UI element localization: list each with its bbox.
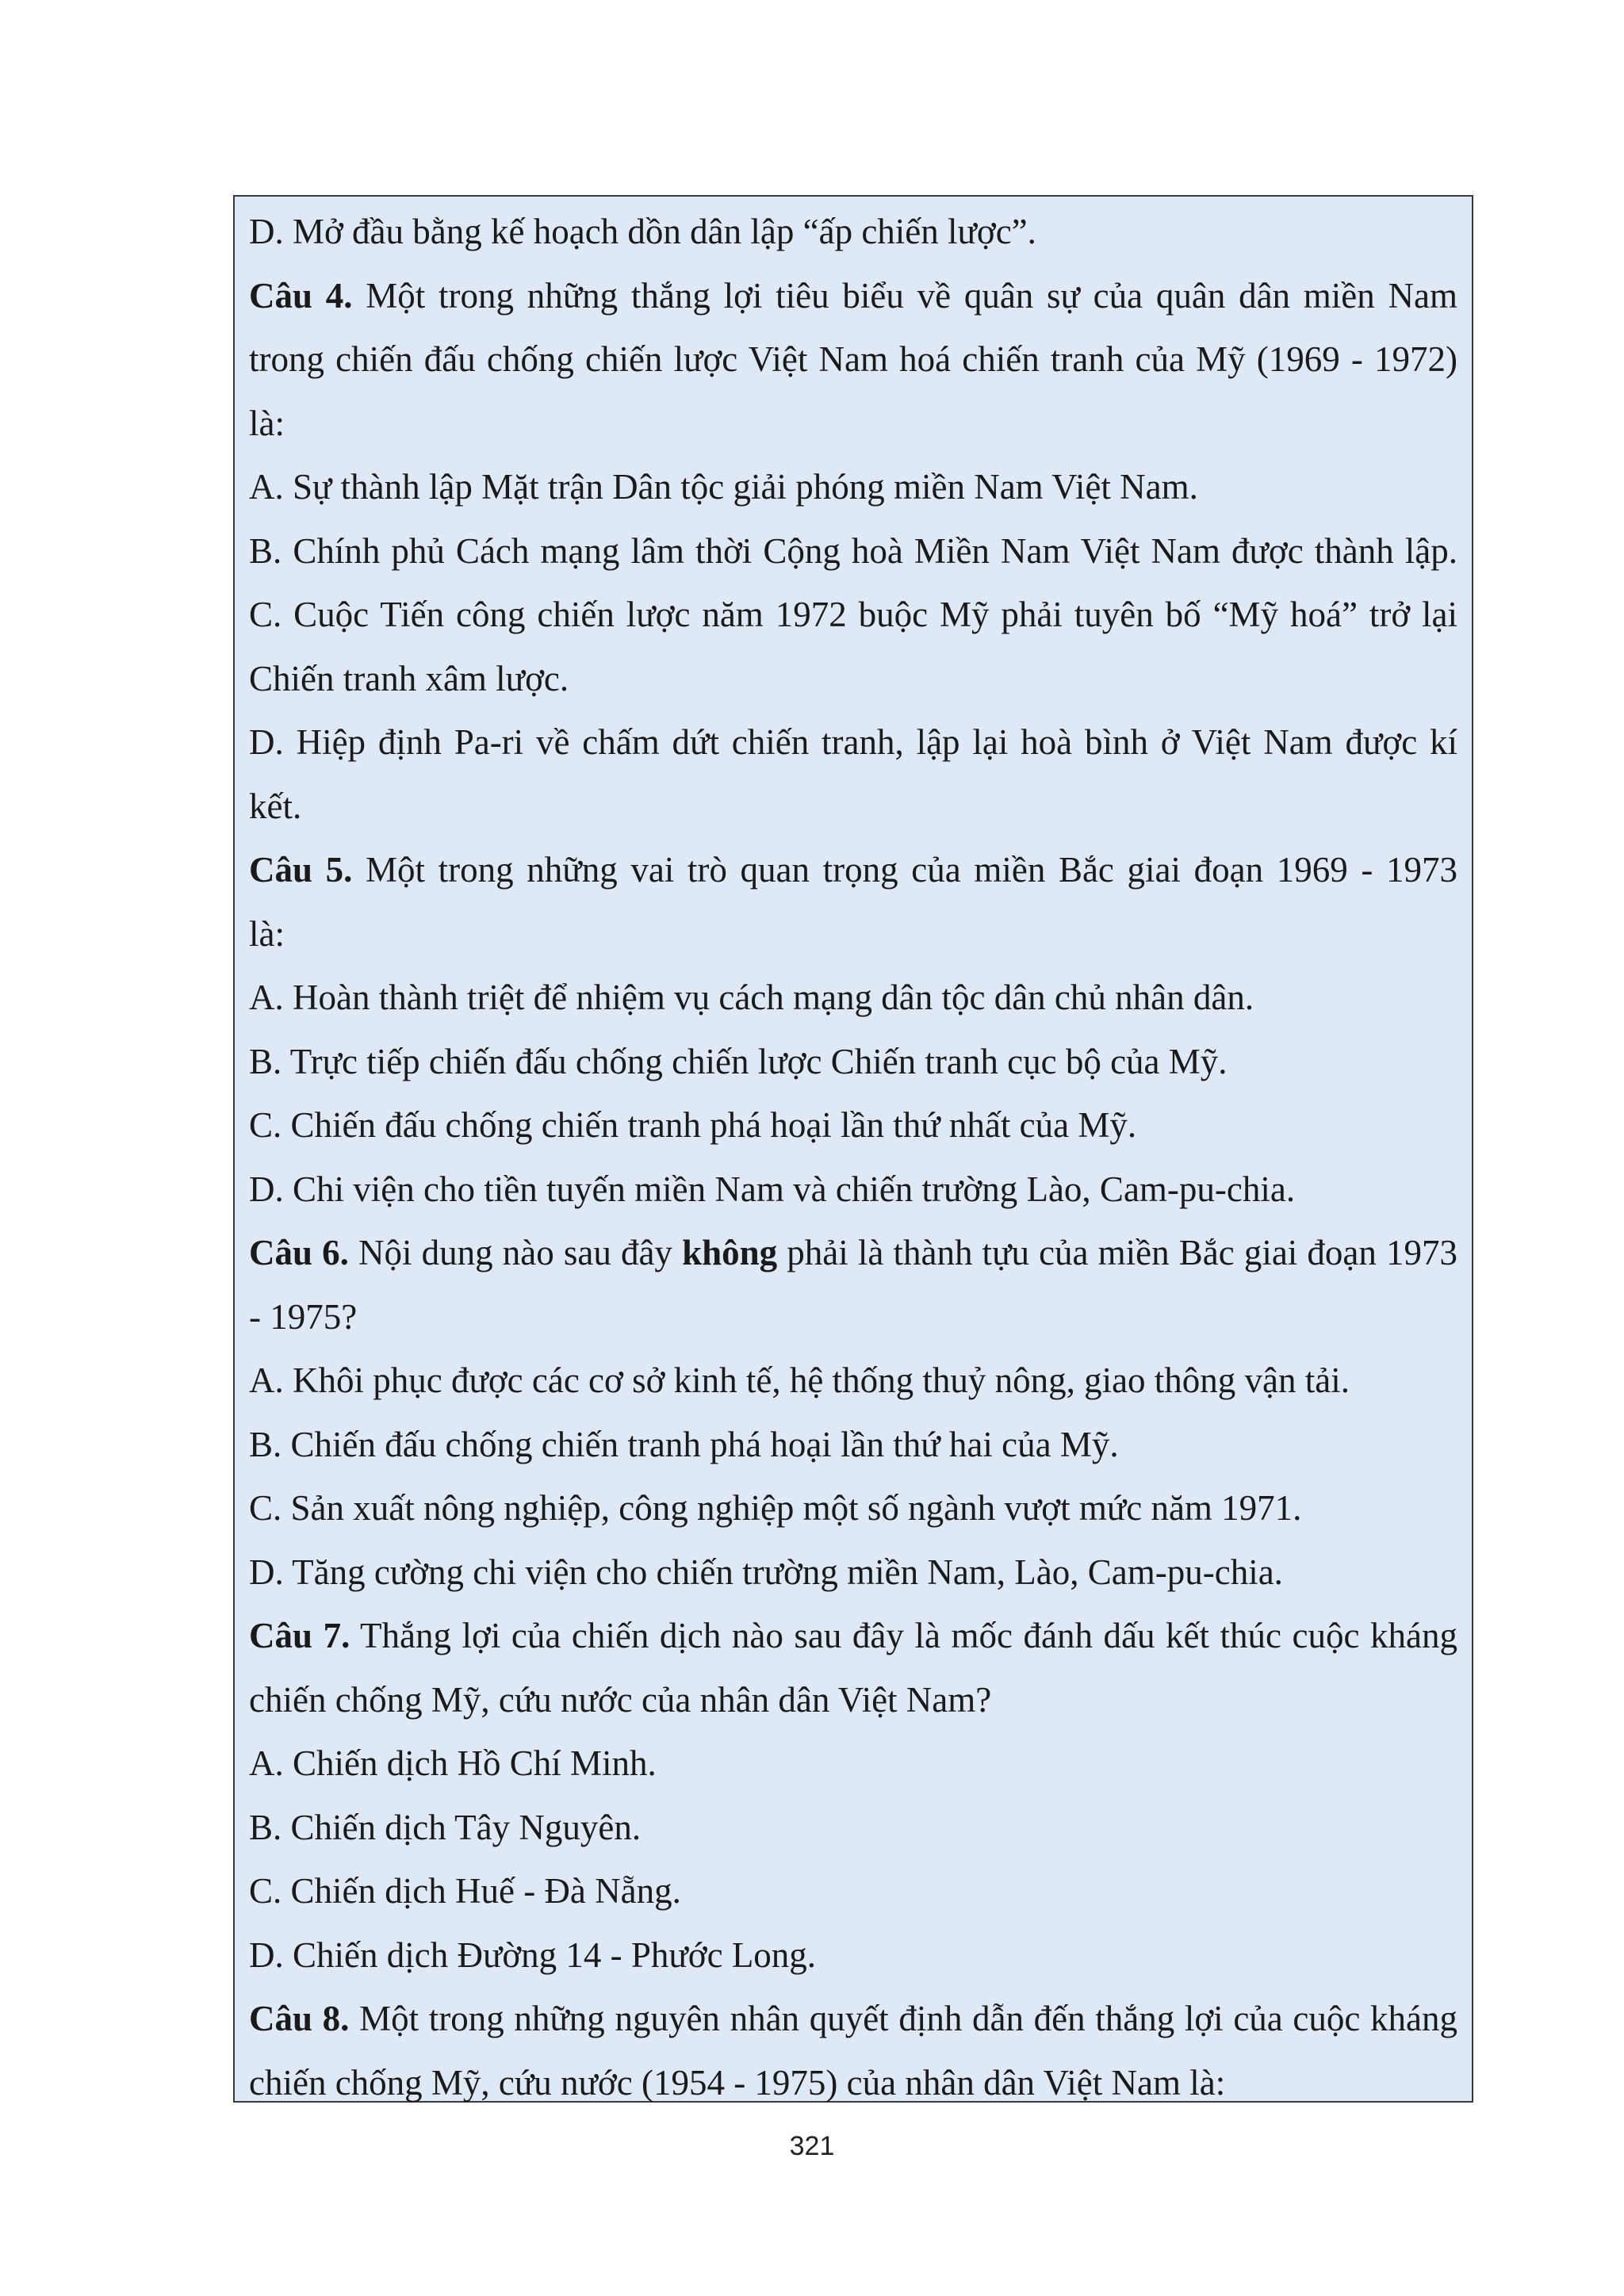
page-number: 321 <box>789 2131 835 2161</box>
q8-stem-line-1 <box>249 1987 1457 2051</box>
q6-stem-post: phải là thành tựu của miền Bắc giai đoạn 1973 <box>777 1233 1458 1272</box>
q4-label: Câu 4. <box>249 275 353 316</box>
q6-option-c: C. Sản xuất nông nghiệp, công nghiệp một số ngành vượt mức năm 1971. <box>249 1488 1302 1528</box>
q4-stem-text-1: Một trong những thắng lợi tiêu biểu về quân sự của quân dân miền Nam <box>352 275 1457 316</box>
q5-option-b: B. Trực tiếp chiến đấu chống chiến lược Chiến tranh cục bộ của Mỹ. <box>249 1041 1228 1081</box>
q5-option-d: D. Chi viện cho tiền tuyến miền Nam và chiến trường Lào, Cam-pu-chia. <box>249 1169 1296 1209</box>
q5-stem-text-1: Một trong những vai trò quan trọng của miền Bắc giai đoạn 1969 - 1973 <box>352 850 1457 890</box>
q6-stem-line-1 <box>249 1221 1457 1285</box>
q6-stem-line-2: - 1975? <box>249 1296 358 1337</box>
q5-option-a: A. Hoàn thành triệt để nhiệm vụ cách mạng dân tộc dân chủ nhân dân. <box>249 978 1254 1017</box>
q6-option-a: A. Khôi phục được các cơ sở kinh tế, hệ thống thuỷ nông, giao thông vận tải. <box>249 1360 1350 1400</box>
q4-option-d-line-1: D. Hiệp định Pa-ri về chấm dứt chiến tranh, lập lại hoà bình ở Việt Nam được kí <box>249 722 1457 762</box>
q7-option-a: A. Chiến dịch Hồ Chí Minh. <box>249 1743 657 1783</box>
q4-stem-line-2: trong chiến đấu chống chiến lược Việt Nam hoá chiến tranh của Mỹ (1969 - 1972) <box>249 339 1457 379</box>
q7-option-d: D. Chiến dịch Đường 14 - Phước Long. <box>249 1934 817 1975</box>
q4-option-c-line-2: Chiến tranh xâm lược. <box>249 658 569 698</box>
q4-option-b: B. Chính phủ Cách mạng lâm thời Cộng hoà Miền Nam Việt Nam được thành lập. <box>249 530 1457 571</box>
q4-option-d-line-2: kết. <box>249 786 302 826</box>
question-box <box>233 195 1473 2103</box>
q6-label: Câu 6. <box>249 1233 349 1272</box>
q5-stem-line-2: là: <box>249 913 285 954</box>
q7-option-c: C. Chiến dịch Huế - Đà Nẵng. <box>249 1871 681 1911</box>
q5-stem-line-1 <box>249 838 1457 902</box>
q4-option-c-line-1: C. Cuộc Tiến công chiến lược năm 1972 buộc Mỹ phải tuyên bố “Mỹ hoá” trở lại <box>249 595 1457 634</box>
q7-option-b: B. Chiến dịch Tây Nguyên. <box>249 1807 642 1847</box>
q7-stem-line-1 <box>249 1604 1457 1668</box>
q8-stem-text-1: Một trong những nguyên nhân quyết định dẫn đến thắng lợi của cuộc kháng <box>349 1999 1458 2038</box>
q4-stem-line-3: là: <box>249 403 285 443</box>
q7-label: Câu 7. <box>249 1616 350 1655</box>
q6-option-b: B. Chiến đấu chống chiến tranh phá hoại lần thứ hai của Mỹ. <box>249 1424 1119 1464</box>
q6-option-d: D. Tăng cường chi viện cho chiến trường miền Nam, Lào, Cam-pu-chia. <box>249 1552 1283 1592</box>
q7-stem-line-2: chiến chống Mỹ, cứu nước của nhân dân Việt Nam? <box>249 1679 992 1720</box>
q5-option-c: C. Chiến đấu chống chiến tranh phá hoại lần thứ nhất của Mỹ. <box>249 1105 1137 1145</box>
q8-label: Câu 8. <box>249 1999 350 2038</box>
q8-stem-line-2: chiến chống Mỹ, cứu nước (1954 - 1975) của nhân dân Việt Nam là: <box>249 2062 1226 2103</box>
q7-stem-text-1: Thắng lợi của chiến dịch nào sau đây là mốc đánh dấu kết thúc cuộc kháng <box>350 1616 1457 1655</box>
q4-stem-line-1 <box>249 264 1457 328</box>
q6-stem-pre: Nội dung nào sau đây <box>348 1233 683 1272</box>
prev-option-d: D. Mở đầu bằng kế hoạch dồn dân lập “ấp chiến lược”. <box>249 212 1036 251</box>
q6-stem-bold: không <box>682 1233 778 1272</box>
q4-option-a: A. Sự thành lập Mặt trận Dân tộc giải phóng miền Nam Việt Nam. <box>249 467 1198 507</box>
q5-label: Câu 5. <box>249 850 353 890</box>
